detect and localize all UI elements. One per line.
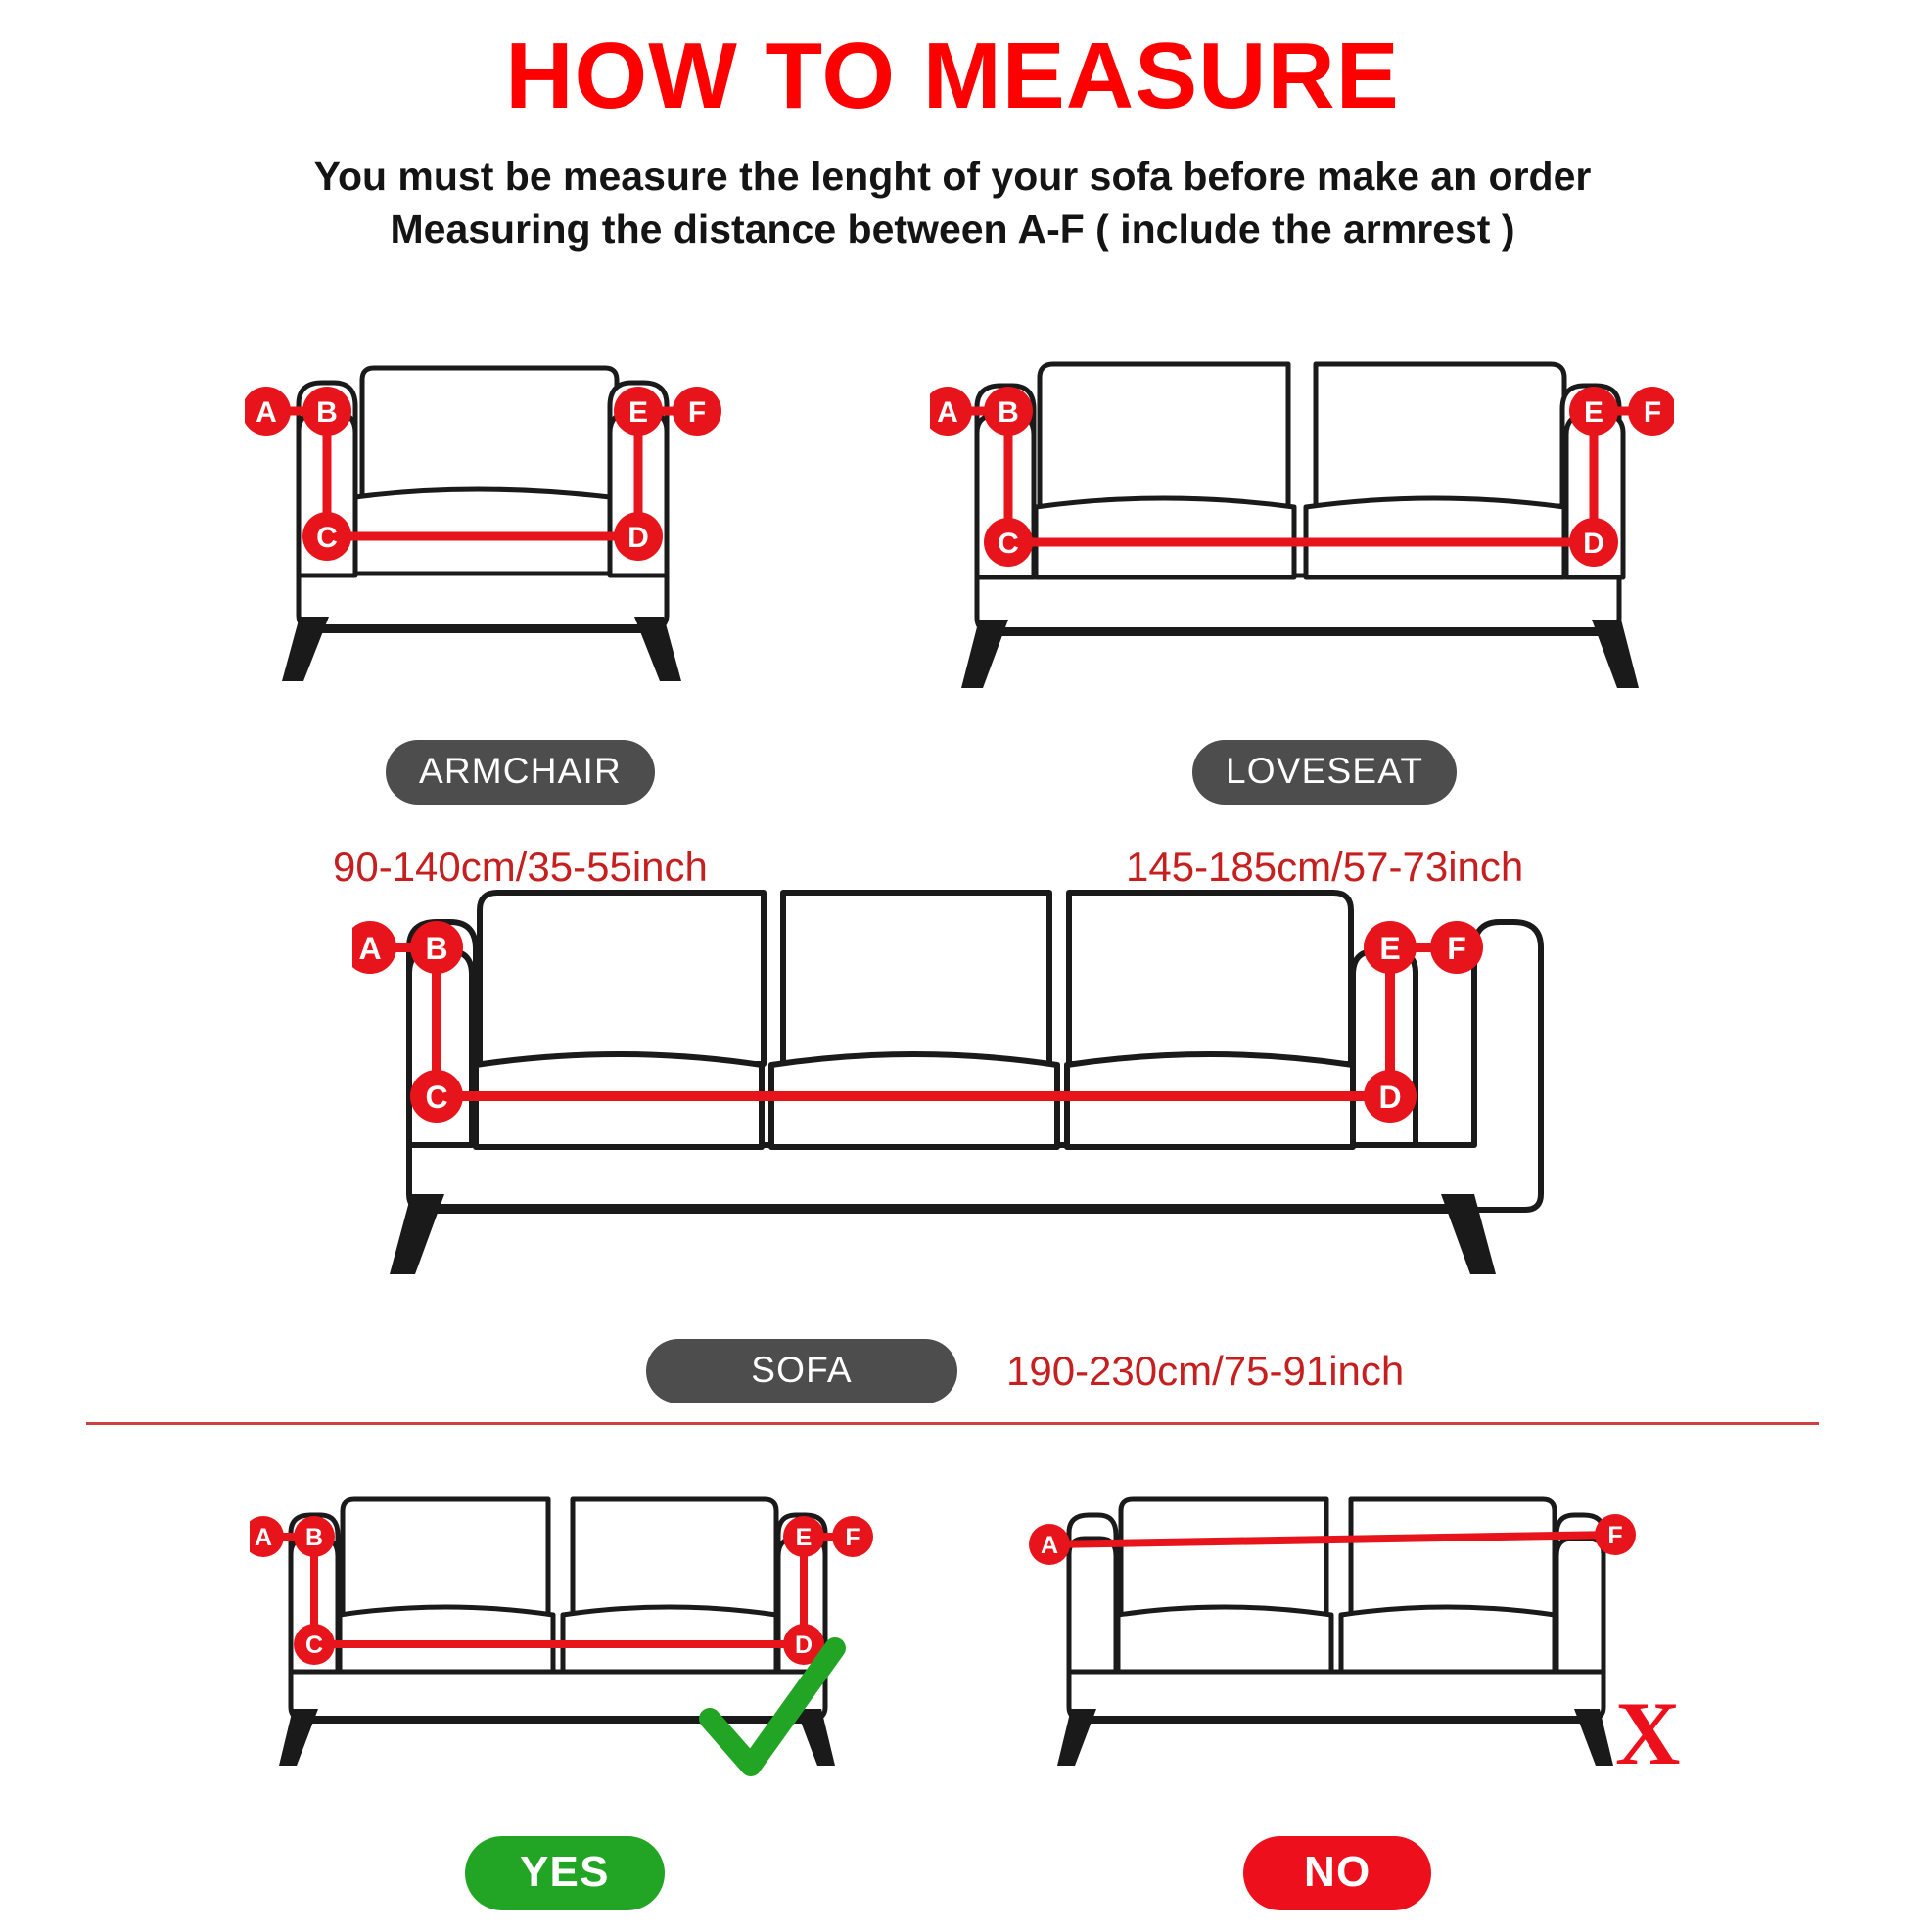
no-caption <box>1243 1836 1431 1910</box>
svg-text:A: A <box>254 1524 273 1551</box>
x-mark-icon: X <box>1615 1683 1681 1783</box>
yes-label: YES <box>465 1836 665 1910</box>
section-divider <box>86 1422 1819 1425</box>
svg-text:A: A <box>358 931 382 966</box>
svg-text:F: F <box>845 1524 860 1551</box>
subtitle-line-2: Measuring the distance between A-F ( include the armrest ) <box>390 206 1515 252</box>
svg-text:C: C <box>304 1632 324 1659</box>
incorrect-loveseat-illustration <box>1028 1486 1654 1789</box>
page-title: HOW TO MEASURE <box>505 23 1400 128</box>
sofa-label: SOFA <box>646 1339 957 1403</box>
loveseat-dimension: 145-185cm/57-73inch <box>1126 844 1524 890</box>
svg-text:B: B <box>998 396 1019 429</box>
svg-text:C: C <box>998 528 1019 560</box>
sofa-illustration <box>352 879 1605 1358</box>
svg-text:E: E <box>1379 931 1401 966</box>
armchair-caption <box>333 740 708 891</box>
svg-text:B: B <box>316 396 338 429</box>
svg-text:D: D <box>1378 1080 1402 1115</box>
loveseat-label: LOVESEAT <box>1192 740 1457 805</box>
svg-text:F: F <box>687 396 707 429</box>
subtitle-line-1: You must be measure the lenght of your sofa before make an order <box>313 153 1592 199</box>
svg-text:E: E <box>627 396 649 429</box>
correct-loveseat-illustration <box>250 1486 876 1789</box>
svg-text:F: F <box>1643 396 1662 429</box>
svg-text:F: F <box>1447 931 1466 966</box>
svg-text:D: D <box>627 522 649 554</box>
svg-text:D: D <box>1583 528 1604 560</box>
svg-text:C: C <box>316 522 338 554</box>
svg-text:C: C <box>425 1080 448 1115</box>
svg-text:B: B <box>304 1524 324 1551</box>
svg-text:F: F <box>1607 1522 1623 1549</box>
loveseat-diagram <box>930 350 1674 747</box>
incorrect-example-diagram <box>1028 1486 1681 1794</box>
yes-caption <box>465 1836 665 1910</box>
armchair-label: ARMCHAIR <box>386 740 655 805</box>
page-subtitle <box>0 150 1905 255</box>
loveseat-illustration <box>930 350 1674 742</box>
armchair-illustration <box>245 350 734 742</box>
loveseat-caption <box>1126 740 1523 891</box>
correct-example-diagram <box>250 1486 876 1794</box>
armchair-diagram <box>245 350 734 747</box>
sofa-diagram <box>352 879 1605 1363</box>
svg-text:D: D <box>794 1632 813 1659</box>
svg-text:E: E <box>795 1524 813 1551</box>
svg-text:A: A <box>256 396 277 429</box>
sofa-dimension: 190-230cm/75-91inch <box>1006 1348 1405 1394</box>
svg-text:A: A <box>1040 1532 1059 1559</box>
armchair-dimension: 90-140cm/35-55inch <box>333 844 708 890</box>
how-to-measure-infographic <box>0 23 1905 1932</box>
svg-text:E: E <box>1583 396 1604 429</box>
svg-text:A: A <box>937 396 958 429</box>
svg-text:B: B <box>425 931 448 966</box>
no-label: NO <box>1243 1836 1431 1910</box>
sofa-caption <box>646 1339 1404 1403</box>
